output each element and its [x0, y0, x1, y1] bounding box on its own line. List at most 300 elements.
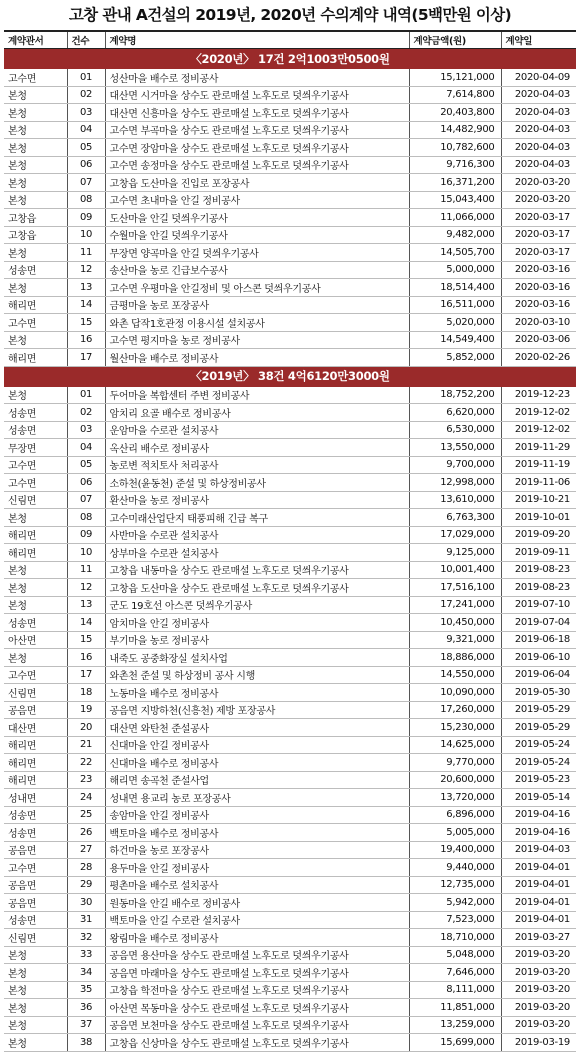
cell-dept: 본청: [4, 104, 67, 122]
cell-dept: 고수면: [4, 474, 67, 492]
cell-contract-name: 와촌 답작1호관정 이용시설 설치공사: [105, 314, 409, 332]
cell-count: 22: [67, 754, 105, 772]
table-row: [4, 684, 576, 702]
cell-count: 10: [67, 544, 105, 562]
section-banner-text: 〈2020년〉 17건 2억1003만0500원: [4, 49, 576, 69]
cell-date: 2019-05-29: [501, 701, 576, 719]
cell-contract-name: 백토마을 배수로 정비공사: [105, 824, 409, 842]
cell-date: 2019-12-02: [501, 404, 576, 422]
table-row: [4, 331, 576, 349]
cell-count: 26: [67, 824, 105, 842]
cell-date: 2019-04-01: [501, 859, 576, 877]
cell-amount: 5,000,000: [409, 261, 501, 279]
cell-date: 2019-09-11: [501, 544, 576, 562]
header-count: 건수: [67, 31, 105, 49]
cell-contract-name: 고창읍 학전마을 상수도 관로매설 노후도로 덧씌우기공사: [105, 981, 409, 999]
cell-date: 2019-06-04: [501, 666, 576, 684]
cell-date: 2020-03-16: [501, 279, 576, 297]
cell-dept: 본청: [4, 191, 67, 209]
table-row: [4, 226, 576, 244]
cell-count: 14: [67, 614, 105, 632]
cell-date: 2019-05-24: [501, 736, 576, 754]
cell-count: 23: [67, 771, 105, 789]
table-row: [4, 421, 576, 439]
cell-date: 2019-04-16: [501, 824, 576, 842]
table-row: [4, 69, 576, 87]
cell-count: 09: [67, 209, 105, 227]
cell-dept: 공음면: [4, 841, 67, 859]
table-row: [4, 261, 576, 279]
cell-amount: 10,090,000: [409, 684, 501, 702]
cell-contract-name: 해리면 송곡천 준설사업: [105, 771, 409, 789]
cell-count: 37: [67, 1016, 105, 1034]
table-row: [4, 614, 576, 632]
header-contract-name: 계약명: [105, 31, 409, 49]
cell-dept: 본청: [4, 174, 67, 192]
cell-count: 24: [67, 789, 105, 807]
cell-dept: 해리면: [4, 349, 67, 367]
cell-dept: 성송면: [4, 824, 67, 842]
table-row: [4, 191, 576, 209]
cell-dept: 성송면: [4, 806, 67, 824]
cell-date: 2019-09-20: [501, 526, 576, 544]
cell-dept: 신림면: [4, 929, 67, 947]
table-row: [4, 456, 576, 474]
cell-dept: 고창읍: [4, 226, 67, 244]
cell-dept: 고수면: [4, 69, 67, 87]
cell-amount: 7,523,000: [409, 911, 501, 929]
cell-count: 17: [67, 666, 105, 684]
table-row: [4, 544, 576, 562]
cell-dept: 성내면: [4, 789, 67, 807]
cell-contract-name: 대산면 시거마을 상수도 관로매설 노후도로 덧씌우기공사: [105, 86, 409, 104]
table-row: [4, 876, 576, 894]
cell-date: 2020-03-17: [501, 226, 576, 244]
cell-date: 2020-04-03: [501, 121, 576, 139]
cell-count: 15: [67, 631, 105, 649]
cell-count: 16: [67, 331, 105, 349]
cell-contract-name: 대산면 와탄천 준설공사: [105, 719, 409, 737]
cell-amount: 5,942,000: [409, 894, 501, 912]
cell-date: 2020-04-03: [501, 104, 576, 122]
cell-dept: 성송면: [4, 421, 67, 439]
cell-dept: 본청: [4, 121, 67, 139]
cell-dept: 본청: [4, 139, 67, 157]
cell-dept: 성송면: [4, 404, 67, 422]
cell-dept: 성송면: [4, 261, 67, 279]
header-amount: 계약금액(원): [409, 31, 501, 49]
cell-contract-name: 암치마을 안길 정비공사: [105, 614, 409, 632]
cell-date: 2019-06-10: [501, 649, 576, 667]
table-row: [4, 386, 576, 404]
cell-dept: 해리면: [4, 771, 67, 789]
cell-count: 05: [67, 456, 105, 474]
table-row: [4, 86, 576, 104]
cell-amount: 18,514,400: [409, 279, 501, 297]
cell-count: 01: [67, 386, 105, 404]
table-row: [4, 719, 576, 737]
cell-contract-name: 하건마을 농로 포장공사: [105, 841, 409, 859]
cell-date: 2019-05-14: [501, 789, 576, 807]
table-row: [4, 349, 576, 367]
cell-contract-name: 공음면 지방하천(신흥천) 제방 포장공사: [105, 701, 409, 719]
cell-date: 2019-03-20: [501, 999, 576, 1017]
cell-date: 2019-04-01: [501, 911, 576, 929]
table-row: [4, 736, 576, 754]
cell-amount: 9,440,000: [409, 859, 501, 877]
cell-date: 2019-07-10: [501, 596, 576, 614]
table-row: [4, 666, 576, 684]
table-row: [4, 139, 576, 157]
table-row: [4, 104, 576, 122]
cell-dept: 고수면: [4, 666, 67, 684]
table-row: [4, 859, 576, 877]
cell-contract-name: 대산면 신흥마을 상수도 관로매설 노후도로 덧씌우기공사: [105, 104, 409, 122]
cell-count: 21: [67, 736, 105, 754]
cell-dept: 해리면: [4, 296, 67, 314]
cell-dept: 본청: [4, 331, 67, 349]
cell-contract-name: 고창읍 내동마을 상수도 관로매설 노후도로 덧씌우기공사: [105, 561, 409, 579]
cell-count: 12: [67, 261, 105, 279]
table-row: [4, 999, 576, 1017]
cell-amount: 13,259,000: [409, 1016, 501, 1034]
table-row: [4, 929, 576, 947]
cell-contract-name: 고수면 우평마을 안길정비 및 아스콘 덧씌우기공사: [105, 279, 409, 297]
cell-date: 2020-03-16: [501, 261, 576, 279]
cell-date: 2019-05-23: [501, 771, 576, 789]
cell-dept: 본청: [4, 86, 67, 104]
cell-dept: 고창읍: [4, 209, 67, 227]
cell-count: 15: [67, 314, 105, 332]
cell-date: 2019-03-19: [501, 1034, 576, 1052]
cell-count: 28: [67, 859, 105, 877]
cell-contract-name: 고수면 부곡마을 상수도 관로매설 노후도로 덧씌우기공사: [105, 121, 409, 139]
cell-amount: 11,066,000: [409, 209, 501, 227]
table-row: [4, 209, 576, 227]
cell-amount: 14,549,400: [409, 331, 501, 349]
cell-dept: 본청: [4, 964, 67, 982]
cell-date: 2020-03-16: [501, 296, 576, 314]
cell-amount: 18,752,200: [409, 386, 501, 404]
cell-amount: 10,001,400: [409, 561, 501, 579]
table-row: [4, 296, 576, 314]
table-row: [4, 649, 576, 667]
cell-count: 07: [67, 491, 105, 509]
cell-count: 02: [67, 86, 105, 104]
cell-date: 2019-08-23: [501, 561, 576, 579]
cell-dept: 성송면: [4, 614, 67, 632]
cell-amount: 17,241,000: [409, 596, 501, 614]
cell-dept: 본청: [4, 244, 67, 262]
cell-amount: 9,700,000: [409, 456, 501, 474]
cell-amount: 11,851,000: [409, 999, 501, 1017]
cell-dept: 본청: [4, 1034, 67, 1052]
table-row: [4, 474, 576, 492]
cell-amount: 18,710,000: [409, 929, 501, 947]
cell-dept: 본청: [4, 156, 67, 174]
cell-contract-name: 평촌마을 배수로 설치공사: [105, 876, 409, 894]
cell-contract-name: 노동마을 배수로 정비공사: [105, 684, 409, 702]
cell-dept: 본청: [4, 579, 67, 597]
cell-amount: 14,625,000: [409, 736, 501, 754]
cell-contract-name: 두어마을 복합센터 주변 정비공사: [105, 386, 409, 404]
cell-count: 13: [67, 596, 105, 614]
cell-count: 35: [67, 981, 105, 999]
cell-count: 11: [67, 244, 105, 262]
cell-amount: 9,716,300: [409, 156, 501, 174]
cell-count: 18: [67, 684, 105, 702]
cell-contract-name: 고수면 초내마을 안길 정비공사: [105, 191, 409, 209]
cell-count: 34: [67, 964, 105, 982]
cell-contract-name: 왕림마을 배수로 정비공사: [105, 929, 409, 947]
cell-dept: 본청: [4, 981, 67, 999]
table-row: [4, 806, 576, 824]
cell-amount: 5,005,000: [409, 824, 501, 842]
cell-date: 2019-03-20: [501, 1016, 576, 1034]
cell-contract-name: 신대마을 배수로 정비공사: [105, 754, 409, 772]
cell-amount: 15,121,000: [409, 69, 501, 87]
cell-amount: 14,505,700: [409, 244, 501, 262]
cell-contract-name: 용두마을 안길 정비공사: [105, 859, 409, 877]
cell-count: 03: [67, 421, 105, 439]
cell-dept: 본청: [4, 1016, 67, 1034]
cell-contract-name: 신대마을 안길 정비공사: [105, 736, 409, 754]
cell-contract-name: 원동마을 안길 배수로 정비공사: [105, 894, 409, 912]
cell-count: 27: [67, 841, 105, 859]
cell-count: 20: [67, 719, 105, 737]
table-header: [4, 31, 576, 49]
table-row: [4, 314, 576, 332]
cell-date: 2020-03-17: [501, 244, 576, 262]
cell-contract-name: 아산면 목동마을 상수도 관로매설 노후도로 덧씌우기공사: [105, 999, 409, 1017]
cell-contract-name: 와촌천 준설 및 하상정비 공사 시행: [105, 666, 409, 684]
cell-contract-name: 무장면 양곡마을 안길 덧씌우기공사: [105, 244, 409, 262]
cell-dept: 해리면: [4, 736, 67, 754]
cell-date: 2019-04-01: [501, 876, 576, 894]
section-banner: [4, 49, 576, 69]
table-row: [4, 439, 576, 457]
cell-amount: 10,782,600: [409, 139, 501, 157]
cell-contract-name: 백토마을 안길 수로관 설치공사: [105, 911, 409, 929]
cell-count: 36: [67, 999, 105, 1017]
cell-amount: 6,896,000: [409, 806, 501, 824]
cell-amount: 13,720,000: [409, 789, 501, 807]
cell-amount: 10,450,000: [409, 614, 501, 632]
cell-contract-name: 옥산리 배수로 정비공사: [105, 439, 409, 457]
cell-count: 31: [67, 911, 105, 929]
cell-count: 25: [67, 806, 105, 824]
cell-date: 2019-07-04: [501, 614, 576, 632]
cell-date: 2020-04-09: [501, 69, 576, 87]
cell-dept: 해리면: [4, 526, 67, 544]
cell-amount: 6,763,300: [409, 509, 501, 527]
cell-date: 2019-05-29: [501, 719, 576, 737]
cell-date: 2019-03-27: [501, 929, 576, 947]
table-row: [4, 964, 576, 982]
cell-dept: 성송면: [4, 911, 67, 929]
table-row: [4, 631, 576, 649]
cell-date: 2020-03-06: [501, 331, 576, 349]
cell-amount: 9,321,000: [409, 631, 501, 649]
cell-date: 2020-04-03: [501, 139, 576, 157]
cell-date: 2019-11-19: [501, 456, 576, 474]
cell-date: 2020-03-20: [501, 191, 576, 209]
cell-amount: 16,371,200: [409, 174, 501, 192]
cell-amount: 20,600,000: [409, 771, 501, 789]
table-row: [4, 701, 576, 719]
cell-amount: 7,646,000: [409, 964, 501, 982]
cell-contract-name: 운암마을 수로관 설치공사: [105, 421, 409, 439]
cell-contract-name: 금평마을 농로 포장공사: [105, 296, 409, 314]
cell-amount: 7,614,800: [409, 86, 501, 104]
cell-contract-name: 소하천(윤동천) 준설 및 하상정비공사: [105, 474, 409, 492]
section-banner-text: 〈2019년〉 38건 4억6120만3000원: [4, 366, 576, 386]
cell-contract-name: 송암마을 안길 정비공사: [105, 806, 409, 824]
cell-count: 05: [67, 139, 105, 157]
table-row: [4, 894, 576, 912]
cell-dept: 아산면: [4, 631, 67, 649]
table-row: [4, 121, 576, 139]
cell-contract-name: 농로변 적치토사 처리공사: [105, 456, 409, 474]
cell-count: 10: [67, 226, 105, 244]
cell-amount: 5,852,000: [409, 349, 501, 367]
cell-dept: 고수면: [4, 456, 67, 474]
cell-date: 2019-10-01: [501, 509, 576, 527]
table-row: [4, 1016, 576, 1034]
cell-dept: 고수면: [4, 314, 67, 332]
cell-count: 17: [67, 349, 105, 367]
cell-count: 02: [67, 404, 105, 422]
cell-dept: 본청: [4, 596, 67, 614]
table-row: [4, 946, 576, 964]
cell-dept: 해리면: [4, 754, 67, 772]
cell-count: 30: [67, 894, 105, 912]
cell-dept: 대산면: [4, 719, 67, 737]
cell-date: 2020-03-10: [501, 314, 576, 332]
cell-date: 2019-03-20: [501, 946, 576, 964]
cell-count: 08: [67, 191, 105, 209]
table-row: [4, 754, 576, 772]
section-banner: [4, 366, 576, 386]
table-row: [4, 156, 576, 174]
contract-table: [4, 30, 576, 1052]
cell-count: 08: [67, 509, 105, 527]
cell-amount: 15,230,000: [409, 719, 501, 737]
cell-date: 2019-05-30: [501, 684, 576, 702]
cell-dept: 본청: [4, 386, 67, 404]
cell-contract-name: 고창읍 신상마을 상수도 관로매설 노후도로 덧씌우기공사: [105, 1034, 409, 1052]
cell-contract-name: 고창읍 도산마을 진입로 포장공사: [105, 174, 409, 192]
cell-contract-name: 고수면 장암마을 상수도 관로매설 노후도로 덧씌우기공사: [105, 139, 409, 157]
cell-contract-name: 송산마을 농로 긴급보수공사: [105, 261, 409, 279]
cell-count: 04: [67, 121, 105, 139]
table-row: [4, 491, 576, 509]
cell-amount: 12,735,000: [409, 876, 501, 894]
cell-amount: 14,482,900: [409, 121, 501, 139]
cell-dept: 공음면: [4, 701, 67, 719]
cell-date: 2020-03-17: [501, 209, 576, 227]
cell-contract-name: 내죽도 공중화장실 설치사업: [105, 649, 409, 667]
cell-date: 2020-02-26: [501, 349, 576, 367]
cell-contract-name: 성내면 용교리 농로 포장공사: [105, 789, 409, 807]
cell-amount: 9,125,000: [409, 544, 501, 562]
table-row: [4, 771, 576, 789]
table-row: [4, 174, 576, 192]
cell-date: 2019-03-20: [501, 964, 576, 982]
cell-date: 2019-10-21: [501, 491, 576, 509]
cell-contract-name: 공음면 마래마을 상수도 관로매설 노후도로 덧씌우기공사: [105, 964, 409, 982]
cell-count: 16: [67, 649, 105, 667]
cell-date: 2019-12-02: [501, 421, 576, 439]
cell-count: 19: [67, 701, 105, 719]
cell-dept: 본청: [4, 509, 67, 527]
header-dept: 계약관서: [4, 31, 67, 49]
cell-date: 2019-05-24: [501, 754, 576, 772]
table-row: [4, 509, 576, 527]
table-row: [4, 1034, 576, 1052]
cell-count: 11: [67, 561, 105, 579]
cell-dept: 본청: [4, 649, 67, 667]
table-row: [4, 841, 576, 859]
cell-amount: 18,886,000: [409, 649, 501, 667]
table-row: [4, 596, 576, 614]
cell-dept: 공음면: [4, 876, 67, 894]
cell-dept: 고수면: [4, 859, 67, 877]
cell-contract-name: 수월마을 안길 덧씌우기공사: [105, 226, 409, 244]
cell-contract-name: 성산마을 배수로 정비공사: [105, 69, 409, 87]
cell-contract-name: 암치리 요골 배수로 정비공사: [105, 404, 409, 422]
cell-amount: 15,043,400: [409, 191, 501, 209]
cell-amount: 19,400,000: [409, 841, 501, 859]
cell-contract-name: 군도 19호선 아스콘 덧씌우기공사: [105, 596, 409, 614]
cell-amount: 12,998,000: [409, 474, 501, 492]
cell-amount: 15,699,000: [409, 1034, 501, 1052]
cell-count: 07: [67, 174, 105, 192]
cell-count: 06: [67, 156, 105, 174]
cell-dept: 본청: [4, 999, 67, 1017]
cell-dept: 공음면: [4, 894, 67, 912]
cell-count: 38: [67, 1034, 105, 1052]
table-row: [4, 561, 576, 579]
cell-date: 2019-11-29: [501, 439, 576, 457]
table-row: [4, 789, 576, 807]
cell-amount: 17,516,100: [409, 579, 501, 597]
table-row: [4, 824, 576, 842]
cell-amount: 5,020,000: [409, 314, 501, 332]
cell-date: 2019-12-23: [501, 386, 576, 404]
cell-count: 04: [67, 439, 105, 457]
cell-count: 09: [67, 526, 105, 544]
cell-amount: 5,048,000: [409, 946, 501, 964]
cell-contract-name: 고수미래산업단지 태풍피해 긴급 복구: [105, 509, 409, 527]
cell-dept: 신림면: [4, 491, 67, 509]
cell-count: 12: [67, 579, 105, 597]
table-row: [4, 526, 576, 544]
cell-dept: 본청: [4, 279, 67, 297]
cell-date: 2019-04-01: [501, 894, 576, 912]
cell-count: 01: [67, 69, 105, 87]
cell-contract-name: 고수면 평지마을 농로 정비공사: [105, 331, 409, 349]
cell-contract-name: 월산마을 배수로 정비공사: [105, 349, 409, 367]
cell-amount: 8,111,000: [409, 981, 501, 999]
cell-amount: 9,482,000: [409, 226, 501, 244]
cell-contract-name: 공음면 용산마을 상수도 관로매설 노후도로 덧씌우기공사: [105, 946, 409, 964]
table-body: [4, 49, 576, 1052]
cell-amount: 16,511,000: [409, 296, 501, 314]
table-row: [4, 279, 576, 297]
cell-date: 2020-04-03: [501, 156, 576, 174]
cell-amount: 14,550,000: [409, 666, 501, 684]
